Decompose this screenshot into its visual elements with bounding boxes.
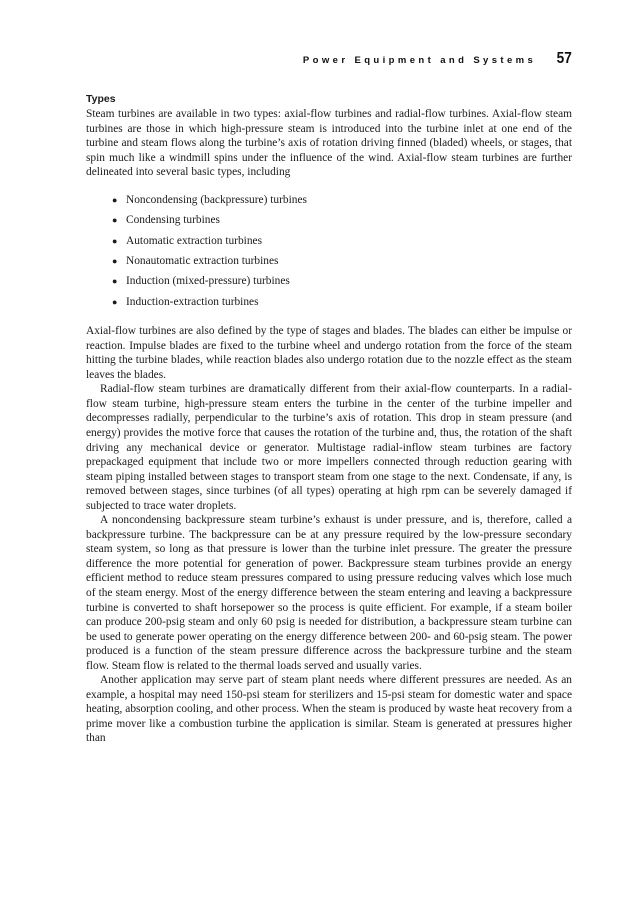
list-item: [112, 231, 572, 251]
page-number: 57: [556, 50, 572, 67]
list-item-text: Automatic extraction turbines: [126, 234, 263, 247]
blades-paragraph: Axial-flow turbines are also defined by the type of stages and blades. The blades can either be impulse or reaction. Impulse blades are fixed to the turbine wheel and undergo rotation from the force of the steam hitting the turbine blades, while reaction blades also undergo rotation due to the nozzle effect as the steam leaves the blades.: [86, 325, 572, 381]
bullet-icon: ●: [112, 296, 118, 307]
bullet-icon: ●: [112, 215, 118, 226]
list-item: [112, 190, 572, 210]
running-title: Power Equipment and Systems: [302, 55, 537, 66]
list-item: [112, 271, 572, 291]
list-item-text: Condensing turbines: [126, 214, 220, 227]
section-heading: Types: [86, 93, 116, 105]
bullet-icon: ●: [112, 194, 118, 205]
list-item-text: Induction (mixed-pressure) turbines: [126, 275, 290, 288]
intro-paragraph: Steam turbines are available in two types: axial-flow turbines and radial-flow turbines. Axial-flow steam turbines are those in which high-pressure steam is introduced into the turbine inlet at one end of the turbine and steam flows along the turbine’s axis of rotation driving finned (bladed) wheels, or stages, that spin much like a windmill spins under the influence of the wind. Axial-flow steam turbines are further delineated into several basic types, including: [86, 108, 572, 179]
list-item-text: Nonautomatic extraction turbines: [126, 254, 279, 267]
list-item: [112, 292, 572, 312]
bullet-icon: ●: [112, 276, 118, 287]
page-body: [86, 92, 572, 746]
turbine-types-list: [86, 190, 572, 312]
application-paragraph: Another application may serve part of steam plant needs where different pressures are needed. As an example, a hospital may need 150-psi steam for sterilizers and 15-psi steam for domestic water and space heating, absorption cooling, and other process. When the steam is produced by waste heat recovery from a prime mover like a combustion turbine the application is similar. Steam is generated at pressures higher than: [86, 674, 572, 745]
list-item-text: Induction-extraction turbines: [126, 295, 259, 308]
list-item: [112, 251, 572, 271]
backpressure-paragraph: A noncondensing backpressure steam turbine’s exhaust is under pressure, and is, therefore, called a backpressure turbine. The backpressure can be at any pressure required by the low-pressure secondary steam system, so long as that pressure is lower than the turbine inlet pressure. The greater the pressure difference the more potential for generation of power. Backpressure steam turbines provide an energy efficient method to reduce steam pressures compared to using pressure reducing valves which lose much of the steam energy. Most of the energy difference between the steam entering and leaving a backpressure turbine is converted to shaft horsepower so the process is quite efficient. For example, if a steam boiler can produce 200-psig steam and only 60 psig is needed for distribution, a backpressure steam turbine can be used to generate power operating on the energy difference between 200- and 60-psig steam. The power produced is a function of the steam pressure difference across the backpressure turbine and the steam flow. Steam flow is related to the thermal loads served and usually varies.: [86, 514, 572, 672]
radial-flow-paragraph: Radial-flow steam turbines are dramatically different from their axial-flow counterparts. In a radial-flow steam turbine, high-pressure steam enters the turbine in the center of the turbine impeller and decompresses radially, perpendicular to the turbine’s axis of rotation. This drop in steam pressure (and energy) provides the motive force that causes the rotation of the turbine and, thus, the rotation of the shaft driving any mechanical device or generator. Multistage radial-inflow steam turbines are factory prepackaged equipment that include two or more impellers connected through reduction gearing with steam piping installed between stages to transport steam from one stage to the next. Condensate, if any, is removed between stages, since turbines (of all types) operating at high rpm can be severely damaged if subjected to trace water droplets.: [86, 383, 572, 512]
list-item-text: Noncondensing (backpressure) turbines: [126, 193, 307, 206]
bullet-icon: ●: [112, 235, 118, 246]
list-item: [112, 210, 572, 230]
running-header: [86, 50, 572, 68]
bullet-icon: ●: [112, 255, 118, 266]
